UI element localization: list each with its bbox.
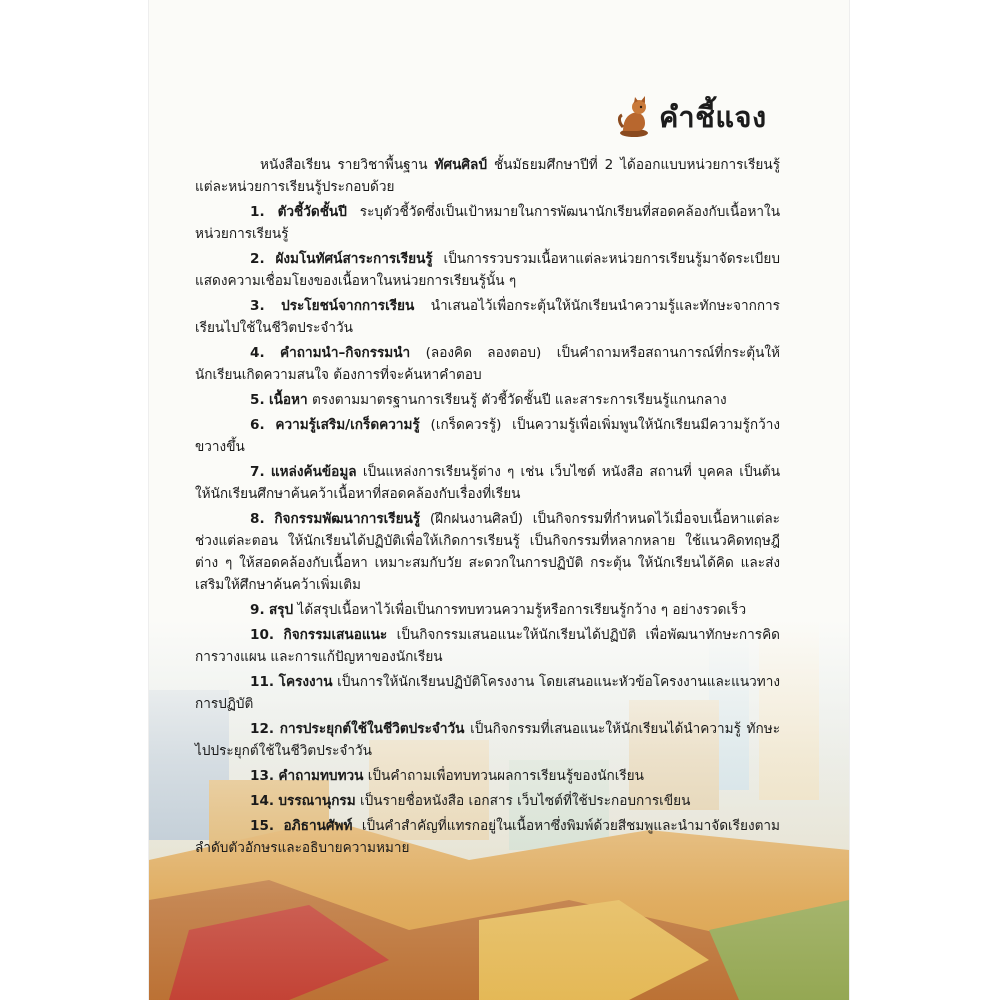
list-item bbox=[195, 508, 780, 596]
item-description: เป็นกิจกรรมที่เสนอแนะให้นักเรียนได้นำความรู้ ทักษะไปประยุกต์ใช้ในชีวิตประจำวัน bbox=[195, 721, 780, 759]
item-term: อภิธานศัพท์ bbox=[283, 818, 353, 834]
item-term: ประโยชน์จากการเรียน bbox=[281, 298, 415, 314]
item-number: 6. bbox=[250, 417, 265, 433]
item-term: สรุป bbox=[268, 602, 294, 618]
item-term: คำถามนำ–กิจกรรมนำ bbox=[280, 345, 411, 361]
list-item bbox=[195, 248, 780, 292]
item-number: 1. bbox=[250, 204, 265, 220]
intro-paragraph bbox=[195, 154, 780, 198]
list-item bbox=[195, 790, 780, 812]
item-term: คำถามทบทวน bbox=[278, 768, 364, 784]
item-number: 13. bbox=[250, 768, 275, 784]
item-description: เป็นคำถามเพื่อทบทวนผลการเรียนรู้ของนักเรียน bbox=[367, 768, 644, 784]
explanation-body bbox=[195, 154, 780, 862]
item-term: ตัวชี้วัดชั้นปี bbox=[277, 204, 347, 220]
item-description: (เกร็ดควรรู้) เป็นความรู้เพื่อเพิ่มพูนให้นักเรียนมีความรู้กว้างขวางขึ้น bbox=[195, 417, 781, 455]
list-item bbox=[195, 599, 780, 621]
item-term: เนื้อหา bbox=[268, 392, 308, 408]
item-number: 4. bbox=[250, 345, 265, 361]
item-list bbox=[195, 201, 780, 859]
item-number: 11. bbox=[250, 674, 275, 690]
item-description: เป็นรายชื่อหนังสือ เอกสาร เว็บไซต์ที่ใช้ประกอบการเขียน bbox=[360, 793, 691, 809]
item-description: เป็นคำสำคัญที่แทรกอยู่ในเนื้อหาซึ่งพิมพ์ด้วยสีชมพูและนำมาจัดเรียงตามลำดับตัวอักษรและอธิบายความหมาย bbox=[195, 818, 781, 856]
item-term: กิจกรรมเสนอแนะ bbox=[283, 627, 388, 643]
list-item bbox=[195, 342, 780, 386]
page-title: คำชี้แจง bbox=[659, 100, 767, 134]
item-term: ความรู้เสริม/เกร็ดความรู้ bbox=[275, 417, 420, 433]
list-item bbox=[195, 671, 780, 715]
item-number: 12. bbox=[250, 721, 275, 737]
list-item bbox=[195, 815, 780, 859]
page-header bbox=[617, 92, 767, 142]
item-description: ได้สรุปเนื้อหาไว้เพื่อเป็นการทบทวนความรู้หรือการเรียนรู้กว้าง ๆ อย่างรวดเร็ว bbox=[297, 602, 747, 618]
item-number: 5. bbox=[250, 392, 265, 408]
list-item bbox=[195, 295, 780, 339]
item-description: (ลองคิด ลองตอบ) เป็นคำถามหรือสถานการณ์ที่กระตุ้นให้นักเรียนเกิดความสนใจ ต้องการที่จะค้นหาคำตอบ bbox=[195, 345, 781, 383]
item-description: ตรงตามมาตรฐานการเรียนรู้ ตัวชี้วัดชั้นปี และสาระการเรียนรู้แกนกลาง bbox=[311, 392, 727, 408]
item-number: 7. bbox=[250, 464, 265, 480]
item-term: ผังมโนทัศน์สาระการเรียนรู้ bbox=[275, 251, 433, 267]
item-term: กิจกรรมพัฒนาการเรียนรู้ bbox=[274, 511, 421, 527]
intro-text: หนังสือเรียน รายวิชาพื้นฐาน bbox=[260, 157, 435, 173]
item-description: เป็นการรวบรวมเนื้อหาแต่ละหน่วยการเรียนรู้มาจัดระเบียบแสดงความเชื่อมโยงของเนื้อหาในหน่วยการเรียนรู้นั้น ๆ bbox=[195, 251, 780, 289]
item-description: เป็นแหล่งการเรียนรู้ต่าง ๆ เช่น เว็บไซต์ หนังสือ สถานที่ บุคคล เป็นต้น ให้นักเรียนศึกษาค้นคว้าเนื้อหาที่สอดคล้องกับเรื่องที่เรียน bbox=[195, 464, 780, 502]
item-description: เป็นการให้นักเรียนปฏิบัติโครงงาน โดยเสนอแนะหัวข้อโครงงานและแนวทางการปฏิบัติ bbox=[195, 674, 781, 712]
cat-figurine-icon bbox=[617, 95, 653, 139]
subject-name: ทัศนศิลป์ bbox=[434, 157, 487, 173]
item-term: การประยุกต์ใช้ในชีวิตประจำวัน bbox=[279, 721, 465, 737]
item-term: โครงงาน bbox=[278, 674, 333, 690]
item-number: 9. bbox=[250, 602, 265, 618]
item-number: 2. bbox=[250, 251, 265, 267]
list-item bbox=[195, 718, 780, 762]
list-item bbox=[195, 201, 780, 245]
item-description: (ฝึกฝนงานศิลป์) เป็นกิจกรรมที่กำหนดไว้เมื่อจบเนื้อหาแต่ละช่วงแต่ละตอน ให้นักเรียนได้ปฏิบัติเพื่อให้เกิดการเรียนรู้ เป็นกิจกรรมที่หลากหลาย ใช้แนวคิดทฤษฎีต่าง ๆ ให้สอดคล้องกับเนื้อหา เหมาะสมกับวัย สะดวกในการปฏิบัติ กระตุ้น ให้นักเรียนได้คิด และส่งเสริมให้ศึกษาค้นคว้าเพิ่มเติม bbox=[195, 511, 780, 593]
item-description: นำเสนอไว้เพื่อกระตุ้นให้นักเรียนนำความรู้และทักษะจากการเรียนไปใช้ในชีวิตประจำวัน bbox=[195, 298, 780, 336]
item-number: 3. bbox=[250, 298, 265, 314]
list-item bbox=[195, 461, 780, 505]
item-description: เป็นกิจกรรมเสนอแนะให้นักเรียนได้ปฏิบัติ เพื่อพัฒนาทักษะการคิด การวางแผน และการแก้ปัญหาของนักเรียน bbox=[195, 627, 780, 665]
item-number: 8. bbox=[250, 511, 265, 527]
item-number: 14. bbox=[250, 793, 275, 809]
item-term: แหล่งค้นข้อมูล bbox=[270, 464, 357, 480]
intro-text-cont: ชั้นมัธยมศึกษาปีที่ 2 ได้ออกแบบหน่วยการเรียนรู้ แต่ละหน่วยการเรียนรู้ประกอบด้วย bbox=[195, 157, 780, 195]
item-term: บรรณานุกรม bbox=[278, 793, 356, 809]
list-item bbox=[195, 414, 780, 458]
item-description: ระบุตัวชี้วัดซึ่งเป็นเป้าหมายในการพัฒนานักเรียนที่สอดคล้องกับเนื้อหาในหน่วยการเรียนรู้ bbox=[195, 204, 780, 242]
list-item bbox=[195, 765, 780, 787]
list-item bbox=[195, 389, 780, 411]
document-page bbox=[149, 0, 849, 1000]
item-number: 15. bbox=[250, 818, 275, 834]
item-number: 10. bbox=[250, 627, 275, 643]
list-item bbox=[195, 624, 780, 668]
